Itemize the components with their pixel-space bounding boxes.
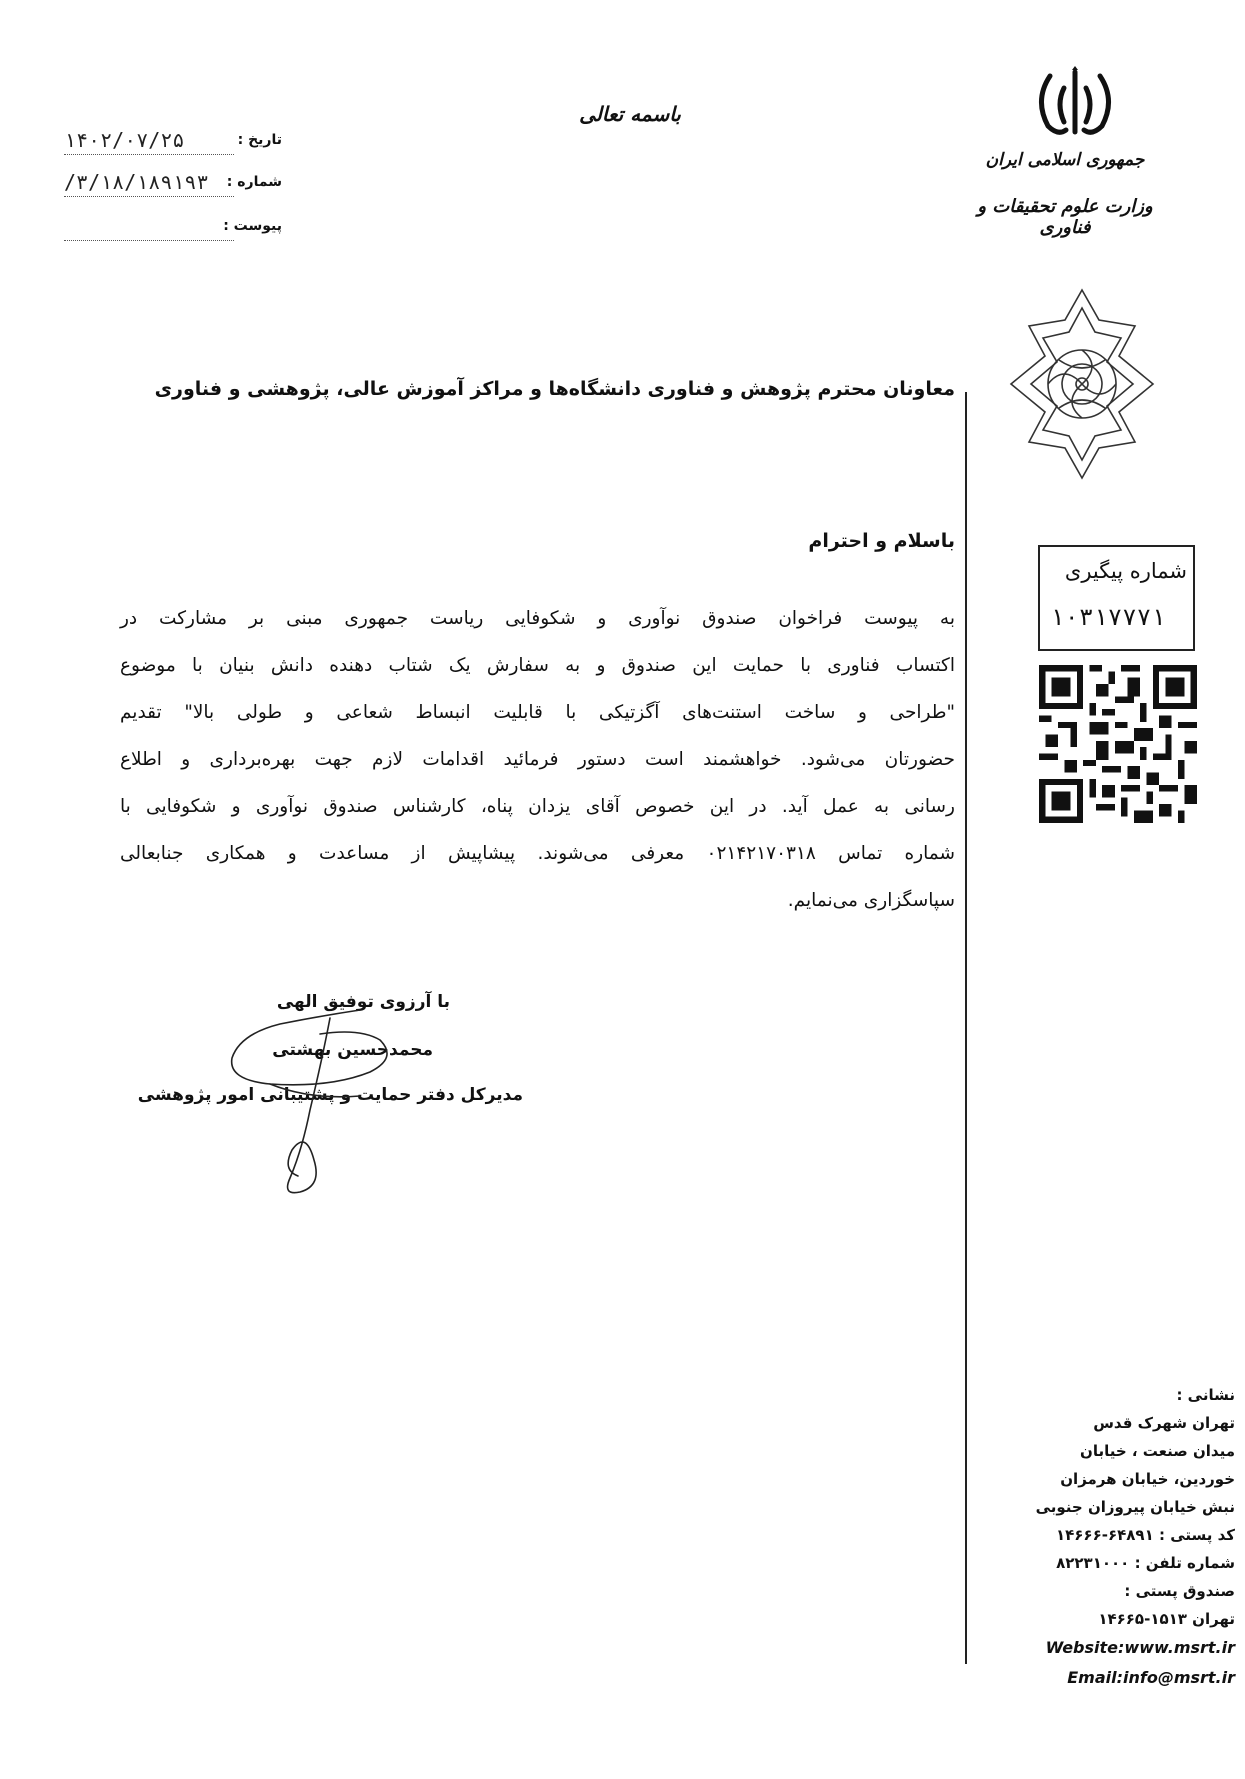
number-value: /۳/۱۸/۱۸۹۱۹۳ bbox=[64, 170, 234, 197]
address-line-3: خوردین، خیابان هرمزان bbox=[1060, 1470, 1235, 1488]
address-line-4: نبش خیابان پیروزان جنوبی bbox=[1035, 1498, 1235, 1516]
handwritten-signature bbox=[210, 1000, 440, 1200]
po-box-value: تهران ۱۵۱۳-۱۴۶۶۵ bbox=[1098, 1610, 1235, 1628]
website-link[interactable]: Website:www.msrt.ir bbox=[1045, 1638, 1235, 1657]
letterhead-country: جمهوری اسلامی ایران bbox=[985, 150, 1145, 170]
attachment-field bbox=[62, 214, 282, 244]
postal-code: کد پستی : ۶۴۸۹۱-۱۴۶۶۶ bbox=[1055, 1526, 1235, 1544]
date-label: تاریخ : bbox=[237, 132, 282, 148]
signer-title: مدیرکل دفتر حمایت و پشتیبانی امور پژوهشی bbox=[137, 1085, 523, 1105]
basmala-heading: باسمه تعالی bbox=[579, 102, 681, 126]
body-line-5: رسانی به عمل آید. در این خصوص آقای یزدان پناه، کارشناس صندوق نوآوری و شکوفایی با bbox=[120, 796, 955, 817]
tracking-number: ۱۰۳۱۷۷۷۱ bbox=[1050, 603, 1166, 631]
qr-code-icon bbox=[1039, 665, 1197, 823]
body-line-2: اکتساب فناوری با حمایت این صندوق و به سفارش یک شتاب دهنده دانش بنیان با موضوع bbox=[120, 655, 955, 676]
iran-emblem-icon bbox=[1030, 66, 1120, 142]
islamic-ornament-icon bbox=[1007, 286, 1157, 482]
tracking-number-box bbox=[1038, 545, 1195, 651]
body-line-7: سپاسگزاری می‌نمایم. bbox=[787, 890, 955, 911]
date-field bbox=[62, 128, 282, 158]
body-line-4: حضورتان می‌شود. خواهشمند است دستور فرمائید اقدامات لازم جهت بهره‌برداری و اطلاع bbox=[120, 749, 955, 770]
tracking-label: شماره پیگیری bbox=[1064, 559, 1187, 583]
recipient-line: معاونان محترم پژوهش و فناوری دانشگاه‌ها و مراکز آموزش عالی، پژوهشی و فناوری bbox=[154, 378, 955, 400]
address-line-1: تهران شهرک قدس bbox=[1093, 1414, 1235, 1432]
greeting: باسلام و احترام bbox=[808, 530, 955, 552]
signer-name: محمدحسین بهشتی bbox=[272, 1040, 433, 1060]
body-line-3: "طراحی و ساخت استنت‌های آگزتیکی با قابلیت انبساط شعاعی و طولی بالا" تقدیم bbox=[120, 702, 955, 723]
attachment-value bbox=[64, 214, 234, 241]
number-label: شماره : bbox=[226, 174, 282, 190]
closing-line: با آرزوی توفیق الهی bbox=[276, 992, 450, 1012]
body-line-6: شماره تماس ۰۲۱۴۲۱۷۰۳۱۸ معرفی می‌شوند. پیشاپیش از مساعدت و همکاری جنابعالی bbox=[120, 843, 956, 864]
email-link[interactable]: Email:info@msrt.ir bbox=[1067, 1668, 1235, 1687]
attachment-label: پیوست : bbox=[223, 218, 282, 234]
address-label: نشانی : bbox=[1176, 1386, 1235, 1404]
address-line-2: میدان صنعت ، خیابان bbox=[1080, 1442, 1235, 1460]
letterhead-ministry: وزارت علوم تحقیقات و فناوری bbox=[977, 196, 1153, 238]
phone-number: شماره تلفن : ۸۲۲۳۱۰۰۰ bbox=[1056, 1554, 1235, 1572]
body-line-1: به پیوست فراخوان صندوق نوآوری و شکوفایی ریاست جمهوری مبنی بر مشارکت در bbox=[120, 608, 955, 629]
po-box-label: صندوق پستی : bbox=[1124, 1582, 1235, 1600]
margin-divider bbox=[965, 392, 967, 1664]
number-field bbox=[62, 170, 282, 200]
date-value: ۱۴۰۲/۰۷/۲۵ bbox=[64, 128, 234, 155]
